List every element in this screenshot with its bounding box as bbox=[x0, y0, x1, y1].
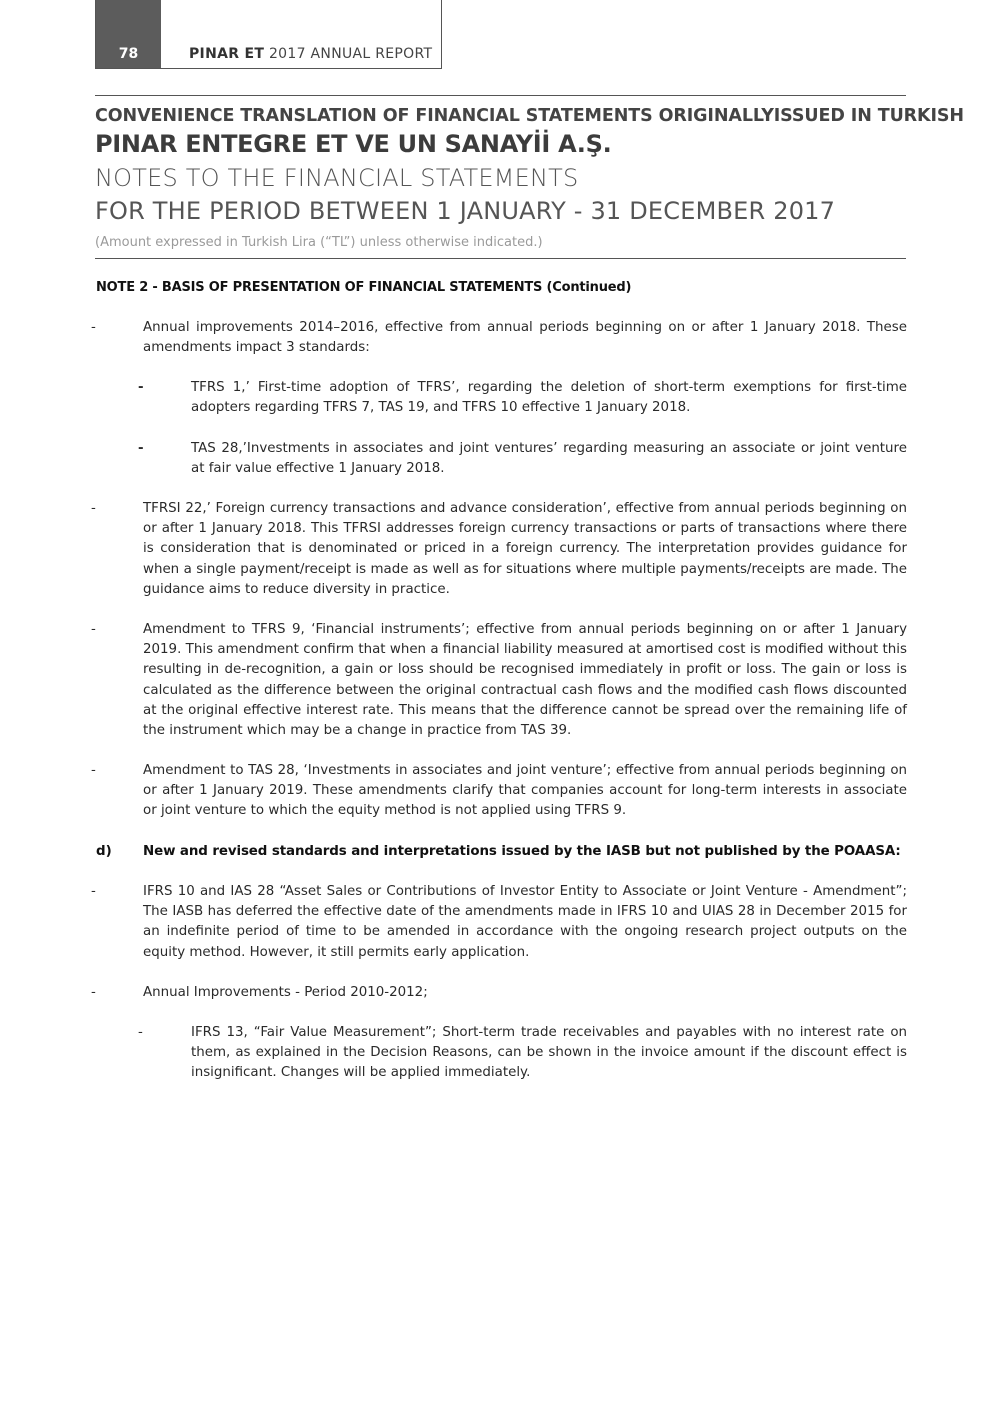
sub-bullet-dash: - bbox=[138, 441, 144, 456]
bullet-dash: - bbox=[91, 884, 96, 899]
list-item: Annual improvements 2014–2016, effective from annual periods beginning on or after 1 January 2018. These amendments impact 3 standards: bbox=[143, 320, 907, 356]
sub-list-item: TAS 28,’Investments in associates and joint ventures’ regarding measuring an associate or joint venture at fair value effective 1 January 2018. bbox=[191, 441, 907, 477]
page-number: 78 bbox=[96, 0, 161, 68]
sub-list-item: TFRS 1,’ First-time adoption of TFRS’, regarding the deletion of short-term exemptions for first-time adopters regarding TFRS 7, TAS 19, and TFRS 10 effective 1 January 2018. bbox=[191, 380, 907, 416]
header-top-rule bbox=[95, 95, 906, 96]
list-item: Amendment to TFRS 9, ‘Financial instruments’; effective from annual periods beginning on or after 1 January 2019. This amendment confirm that when a financial liability measured at amortised cost is modified without this resulting in de-recognition, a gain or loss should be recognised immediately in profit or loss. The gain or loss is calculated as the difference between the original contractual cash flows and the modified cash flows discounted at the original effective interest rate. This means that the difference cannot be spread over the remaining life of the instrument which may be a change in practice from TAS 39. bbox=[143, 622, 907, 739]
header-bottom-rule bbox=[95, 258, 906, 259]
company-name: PINAR ENTEGRE ET VE UN SANAYİİ A.Ş. bbox=[95, 130, 612, 158]
report-title bbox=[189, 46, 432, 62]
report-brand: PINAR ET bbox=[189, 46, 265, 62]
page-header-tab bbox=[95, 0, 442, 69]
sub-bullet-dash: - bbox=[138, 380, 144, 395]
report-title-text: 2017 ANNUAL REPORT bbox=[268, 46, 433, 62]
list-item: Amendment to TAS 28, ‘Investments in associates and joint venture’; effective from annual periods beginning on or after 1 January 2019. These amendments clarify that companies account for long-term interests in associate or joint venture to which the equity method is not applied using TFRS 9. bbox=[143, 763, 907, 819]
amount-note: (Amount expressed in Turkish Lira (“TL”) unless otherwise indicated.) bbox=[95, 235, 543, 250]
bullet-dash: - bbox=[91, 320, 96, 335]
bullet-dash: - bbox=[91, 985, 96, 1000]
bullet-dash: - bbox=[91, 501, 96, 516]
translation-note-heading: CONVENIENCE TRANSLATION OF FINANCIAL STATEMENTS ORIGINALLYISSUED IN TURKISH bbox=[95, 106, 964, 126]
bullet-dash: - bbox=[91, 622, 96, 637]
section-title: New and revised standards and interpretations issued by the IASB but not published by the POAASA: bbox=[143, 844, 901, 859]
period-heading: FOR THE PERIOD BETWEEN 1 JANUARY - 31 DECEMBER 2017 bbox=[95, 197, 836, 225]
sub-bullet-dash: - bbox=[138, 1025, 143, 1040]
bullet-dash: - bbox=[91, 763, 96, 778]
sub-list-item: IFRS 13, “Fair Value Measurement”; Short-term trade receivables and payables with no interest rate on them, as explained in the Decision Reasons, can be shown in the invoice amount if the discount effect is insignificant. Changes will be applied immediately. bbox=[191, 1025, 907, 1081]
note-title: NOTE 2 - BASIS OF PRESENTATION OF FINANCIAL STATEMENTS (Continued) bbox=[96, 280, 632, 295]
list-item: TFRSI 22,’ Foreign currency transactions and advance consideration’, effective from annual periods beginning on or after 1 January 2018. This TFRSI addresses foreign currency transactions or parts of transactions where there is consideration that is denominated or priced in a foreign currency. The interpretation provides guidance for when a single payment/receipt is made as well as for situations where multiple payments/receipts are made. The guidance aims to reduce diversity in practice. bbox=[143, 501, 907, 597]
notes-heading: NOTES TO THE FINANCIAL STATEMENTS bbox=[95, 164, 579, 192]
list-item: IFRS 10 and IAS 28 “Asset Sales or Contributions of Investor Entity to Associate or Joint Venture - Amendment”; The IASB has deferred the effective date of the amendments made in IFRS 10 and UIAS 28 in December 2015 for an indefinite period of time to be amended in accordance with the ongoing research project outputs on the equity method. However, it still permits early application. bbox=[143, 884, 907, 960]
section-label: d) bbox=[96, 844, 112, 859]
list-item: Annual Improvements - Period 2010-2012; bbox=[143, 985, 428, 1000]
